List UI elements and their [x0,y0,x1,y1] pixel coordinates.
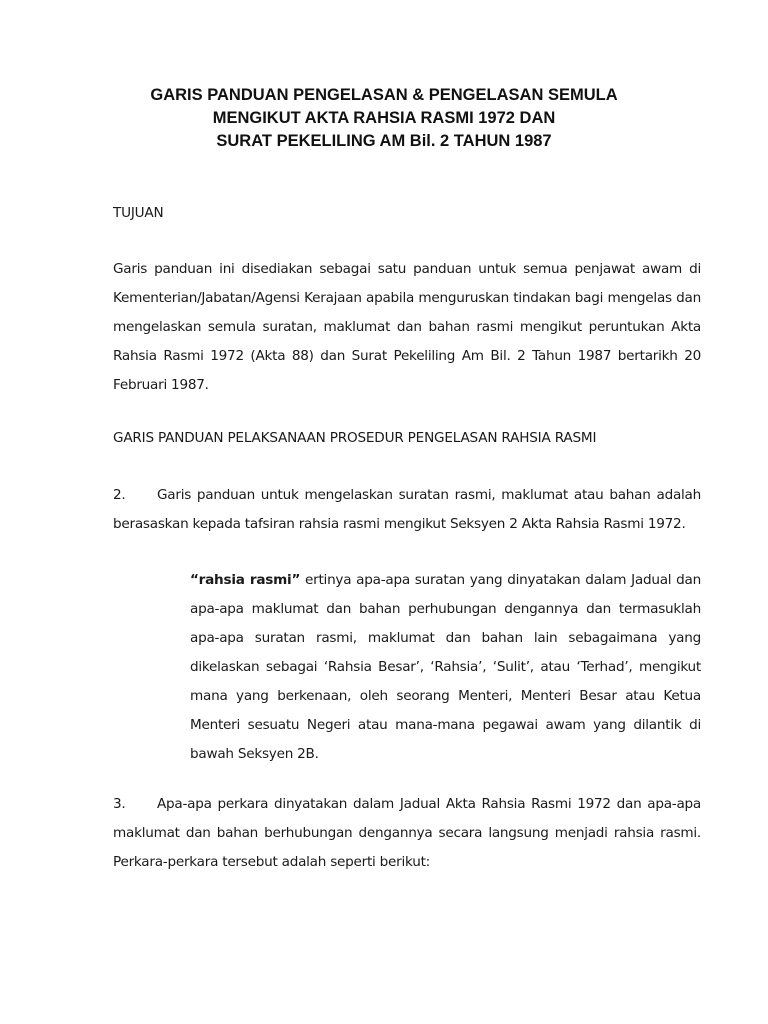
heading-tujuan: TUJUAN [113,205,164,221]
document-title [90,84,678,153]
definition-term: “rahsia rasmi” [190,572,301,588]
paragraph-2-text: Garis panduan untuk mengelaskan suratan rasmi, maklumat atau bahan adalah berasaskan kepada tafsiran rahsia rasmi mengikut Seksyen 2 Akta Rahsia Rasmi 1972. [113,487,701,532]
title-line-3: SURAT PEKELILING AM Bil. 2 TAHUN 1987 [216,132,552,150]
heading-garis-panduan: GARIS PANDUAN PELAKSANAAN PROSEDUR PENGELASAN RAHSIA RASMI [113,430,597,446]
title-line-1: GARIS PANDUAN PENGELASAN & PENGELASAN SEMULA [150,86,618,104]
paragraph-2-number: 2. [113,487,126,503]
paragraph-3-number: 3. [113,796,126,812]
definition-text: ertinya apa-apa suratan yang dinyatakan dalam Jadual dan apa-apa maklumat dan bahan perhubungan dengannya dan termasuklah apa-apa suratan rasmi, maklumat dan bahan lain sebagaimana yang dikelaskan sebagai ‘Rahsia Besar’, ‘Rahsia’, ‘Sulit’, atau ‘Terhad’, mengikut mana yang berkenaan, oleh seorang Menteri, Menteri Besar atau Ketua Menteri sesuatu Negeri atau mana-mana pegawai awam yang dilantik di bawah Seksyen 2B. [190,572,701,762]
title-line-2: MENGIKUT AKTA RAHSIA RASMI 1972 DAN [212,109,556,127]
paragraph-tujuan: Garis panduan ini disediakan sebagai satu panduan untuk semua penjawat awam di Kementerian/Jabatan/Agensi Kerajaan apabila menguruskan tindakan bagi mengelas dan mengelaskan semula suratan, maklumat dan bahan rasmi mengikut peruntukan Akta Rahsia Rasmi 1972 (Akta 88) dan Surat Pekeliling Am Bil. 2 Tahun 1987 bertarikh 20 Februari 1987. [113,261,701,393]
definition-quote [190,566,701,769]
paragraph-3-text: Apa-apa perkara dinyatakan dalam Jadual Akta Rahsia Rasmi 1972 dan apa-apa maklumat dan bahan berhubungan dengannya secara langsung menjadi rahsia rasmi. Perkara-perkara tersebut adalah seperti berikut: [113,796,701,870]
paragraph-2 [113,481,701,539]
paragraph-3 [113,790,701,877]
